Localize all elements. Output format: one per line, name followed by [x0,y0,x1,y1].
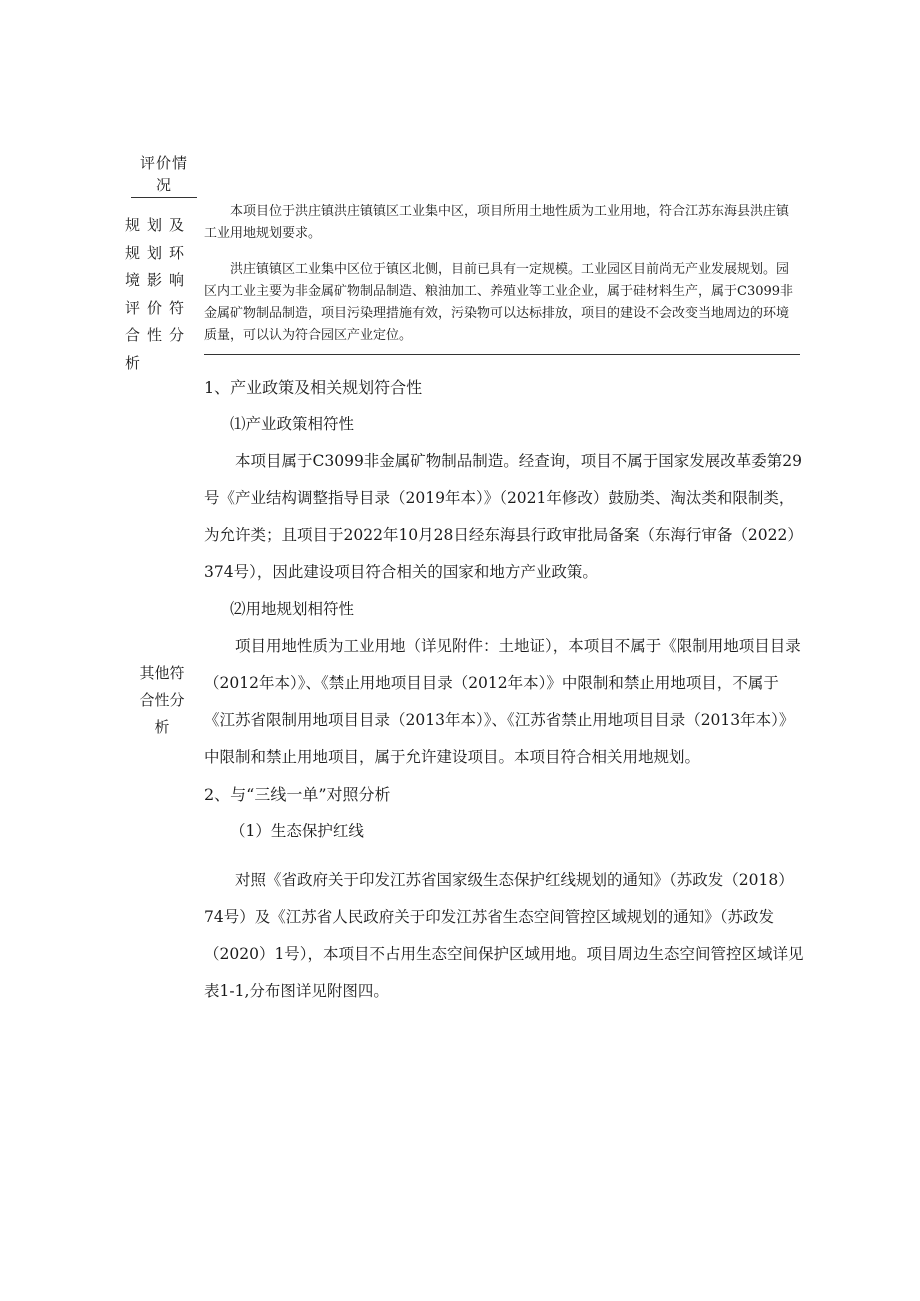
section1-sub1-body: 本项目属于C3099非金属矿物制品制造。经查询，项目不属于国家发展改革委第29号《产业结构调整指导目录（2019年本）》（2021年修改）鼓励类、淘汰类和限制类，为允许类；且项目于2022年10月28日经东海县行政审批局备案（东海行审备（2022）374号），因此建设项目符合相关的国家和地方产业政策。 [204,452,803,581]
row1-label: 规划及规划环境影响评价符合性分析 [125,216,192,372]
row1-bottom-border [204,354,800,355]
row1-paragraph-2: 洪庄镇镇区工业集中区位于镇区北侧，目前已具有一定规模。工业园区目前尚无产业发展规划。园区内工业主要为非金属矿物制品制造、粮油加工、养殖业等工业企业，属于硅材料生产，属于C3099非金属矿物制品制造，项目污染理措施有效，污染物可以达标排放，项目的建设不会改变当地周边的环境质量，可以认为符合园区产业定位。 [204,262,794,343]
row1-content [204,201,800,347]
section2-sub1-heading: （1）生态保护红线 [230,822,364,840]
section2-sub1-body: 对照《省政府关于印发江苏省国家级生态保护红线规划的通知》（苏政发（2018）74号）及《江苏省人民政府关于印发江苏省生态空间管控区域规划的通知》（苏政发（2020）1号），本项目不占用生态空间保护区域用地。项目周边生态空间管控区域详见表1-1,分布图详见附图四。 [204,871,804,1000]
section1-sub2-heading: ⑵用地规划相符性 [230,600,355,618]
row1-paragraph-1: 本项目位于洪庄镇洪庄镇镇区工业集中区，项目所用土地性质为工业用地，符合江苏东海县洪庄镇工业用地规划要求。 [204,204,790,241]
section1-heading: 1、产业政策及相关规划符合性 [204,378,423,397]
row2-label: 其他符合性分析 [139,664,185,736]
section2-heading: 2、与“三线一单”对照分析 [204,785,391,804]
section1-sub1-heading: ⑴产业政策相符性 [230,415,355,433]
section1-sub2-body: 项目用地性质为工业用地（详见附件：土地证），本项目不属于《限制用地项目目录（2012年本）》、《禁止用地项目目录（2012年本）》中限制和禁止用地项目，不属于《江苏省限制用地项目目录（2013年本）》、《江苏省禁止用地项目目录（2013年本）》中限制和禁止用地项目，属于允许建设项目。本项目符合相关用地规划。 [204,637,801,766]
row2-content [204,369,804,1010]
header-underline [131,197,197,198]
table-header-label: 评价情况 [139,154,188,194]
